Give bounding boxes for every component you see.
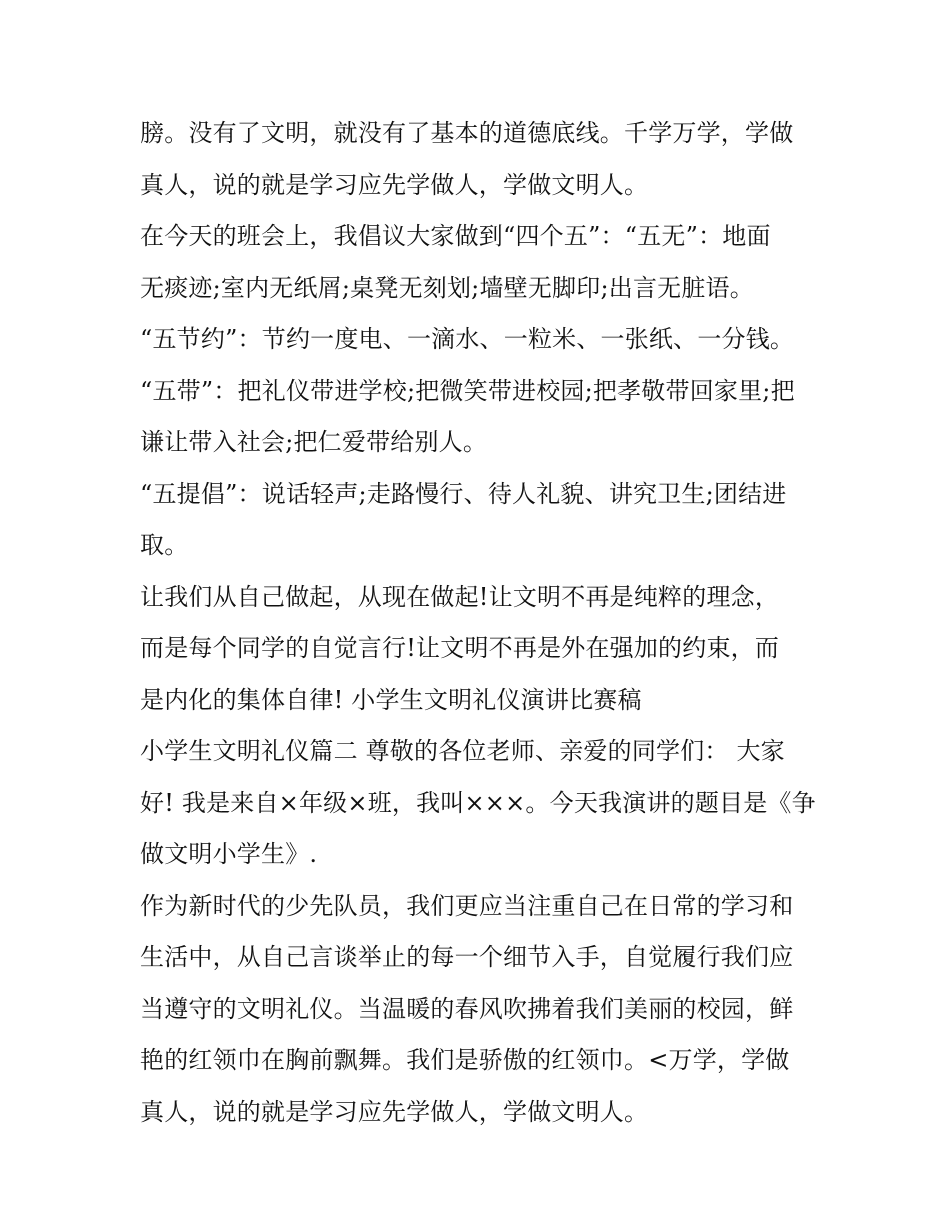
text-line: 膀。没有了文明，就没有了基本的道德底线。千学万学，学做 xyxy=(140,119,794,147)
text-line: “五带”：把礼仪带进学校;把微笑带进校园;把孝敬带回家里;把 xyxy=(140,376,795,405)
text-line: 当遵守的文明礼仪。当温暖的春风吹拂着我们美丽的校园，鲜 xyxy=(140,994,794,1023)
text-line: “五节约”：节约一度电、一滴水、一粒米、一张纸、一分钱。 xyxy=(140,325,795,353)
text-line: 真人，说的就是学习应先学做人，学做文明人。 xyxy=(140,170,649,199)
text-line: 无痰迹;室内无纸屑;桌凳无刻划;墙壁无脚印;出言无脏语。 xyxy=(140,273,754,302)
text-line: 做文明小学生》. xyxy=(140,840,318,868)
text-line: 谦让带入社会;把仁爱带给别人。 xyxy=(140,428,488,456)
text-line: 取。 xyxy=(140,531,189,559)
text-line: 真人，说的就是学习应先学做人，学做文明人。 xyxy=(140,1097,649,1126)
text-line: “五提倡”：说话轻声;走路慢行、待人礼貌、讲究卫生;团结进 xyxy=(140,479,787,508)
text-line: 在今天的班会上，我倡议大家做到“四个五”：“五无”：地面 xyxy=(140,222,771,250)
text-line: 艳的红领巾在胸前飘舞。我们是骄傲的红领巾。<万学，学做 xyxy=(140,1046,790,1074)
document-body xyxy=(140,108,820,1138)
text-line: 让我们从自己做起，从现在做起!让文明不再是纯粹的理念， xyxy=(140,582,780,611)
text-line: 小学生文明礼仪篇二 尊敬的各位老师、亲爱的同学们： 大家 xyxy=(140,737,785,765)
text-line: 作为新时代的少先队员，我们更应当注重自己在日常的学习和 xyxy=(140,891,794,920)
text-line: 而是每个同学的自觉言行!让文明不再是外在强加的约束，而 xyxy=(140,634,780,662)
text-line: 生活中，从自己言谈举止的每一个细节入手，自觉履行我们应 xyxy=(140,943,794,971)
text-line: 是内化的集体自律! 小学生文明礼仪演讲比赛稿 xyxy=(140,685,642,714)
text-line: 好! 我是来自×年级×班，我叫×××。今天我演讲的题目是《争 xyxy=(140,788,816,817)
